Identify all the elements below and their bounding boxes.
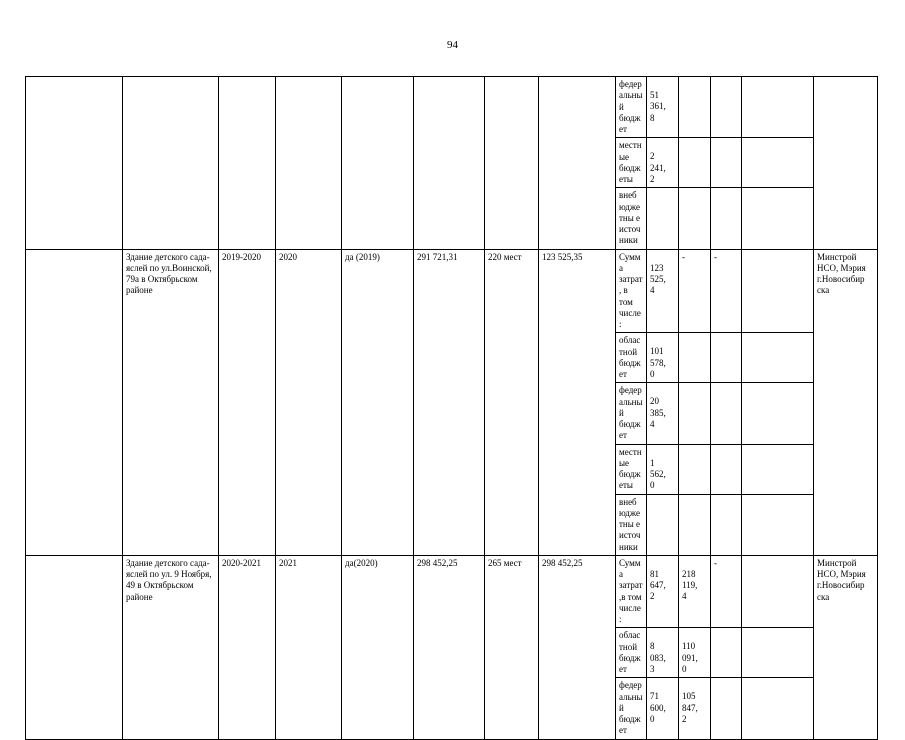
funding-value: 81 647, 2 (647, 555, 679, 628)
funding-value: 20 385, 4 (647, 383, 679, 444)
capacity: 265 мест (485, 555, 539, 739)
funding-value (711, 678, 742, 739)
blank-cell (26, 555, 123, 739)
estimated-cost: 291 721,31 (414, 249, 485, 555)
completion-year: 2020 (276, 249, 342, 555)
funding-value: 123 525, 4 (647, 249, 679, 333)
funding-value (742, 678, 814, 739)
funding-value (742, 77, 814, 138)
funding-value (679, 77, 711, 138)
funding-source: областной бюджет (616, 333, 647, 383)
funding-value (742, 383, 814, 444)
funding-value (742, 249, 814, 333)
capacity: 220 мест (485, 249, 539, 555)
funding-value (742, 444, 814, 494)
responsible-agency: Минстрой НСО, Мэрия г.Новосибир ска (814, 249, 878, 555)
funding-value (742, 555, 814, 628)
design-documentation: да(2020) (342, 555, 414, 739)
responsible-agency: Минстрой НСО, Мэрия г.Новосибир ска (814, 555, 878, 739)
funding-value: - (711, 249, 742, 333)
completion-year: 2021 (276, 555, 342, 739)
funding-value (647, 494, 679, 555)
funding-value (711, 188, 742, 249)
funding-value: 110 091, 0 (679, 628, 711, 678)
funding-value: 218 119, 4 (679, 555, 711, 628)
funding-value (711, 333, 742, 383)
funding-value: - (679, 249, 711, 333)
design-documentation: да (2019) (342, 249, 414, 555)
funding-value (742, 494, 814, 555)
funding-value (711, 383, 742, 444)
object-name: Здание детского сада-яслей по ул. 9 Ноября, 49 в Октябрьском районе (123, 555, 219, 739)
total-cost: 123 525,35 (539, 249, 616, 555)
funding-value: 2 241, 2 (647, 138, 679, 188)
table-row (26, 249, 878, 333)
funding-value: 51 361, 8 (647, 77, 679, 138)
funding-value: 1 562, 0 (647, 444, 679, 494)
construction-period: 2019-2020 (219, 249, 276, 555)
funding-value (679, 444, 711, 494)
funding-source: федеральный бюджет (616, 678, 647, 739)
total-cost: 298 452,25 (539, 555, 616, 739)
blank-cell (26, 249, 123, 555)
funding-source: местные бюджеты (616, 444, 647, 494)
capacity-cell (485, 77, 539, 250)
table-row (26, 77, 878, 138)
total-cell (539, 77, 616, 250)
completion-cell (276, 77, 342, 250)
funding-value (711, 138, 742, 188)
object-cell (123, 77, 219, 250)
estimate-cell (414, 77, 485, 250)
funding-source: федеральный бюджет (616, 383, 647, 444)
funding-source: Сумма затрат, в том числе: (616, 249, 647, 333)
funding-source: областной бюджет (616, 628, 647, 678)
funding-value (647, 188, 679, 249)
period-cell (219, 77, 276, 250)
estimated-cost: 298 452,25 (414, 555, 485, 739)
funding-value (679, 188, 711, 249)
funding-value (679, 333, 711, 383)
construction-period: 2020-2021 (219, 555, 276, 739)
funding-source: внебюджетны е источники (616, 188, 647, 249)
funding-value: - (711, 555, 742, 628)
funding-value: 105 847, 2 (679, 678, 711, 739)
funding-value (742, 138, 814, 188)
funding-source: внебюджетны е источники (616, 494, 647, 555)
page-number: 94 (447, 39, 458, 51)
funding-source: Сумма затрат,в том числе: (616, 555, 647, 628)
funding-source: федеральный бюджет (616, 77, 647, 138)
funding-source: местные бюджеты (616, 138, 647, 188)
funding-value: 101 578, 0 (647, 333, 679, 383)
funding-value: 8 083, 3 (647, 628, 679, 678)
table-row (26, 555, 878, 628)
agency-cell (814, 77, 878, 250)
funding-value (742, 188, 814, 249)
funding-value (679, 383, 711, 444)
funding-value (679, 138, 711, 188)
blank-cell (26, 77, 123, 250)
funding-value (711, 77, 742, 138)
funding-value (711, 444, 742, 494)
funding-value (711, 494, 742, 555)
object-name: Здание детского сада-яслей по ул.Воинской, 79а в Октябрьском районе (123, 249, 219, 555)
funding-value (711, 628, 742, 678)
funding-value (742, 333, 814, 383)
funding-value (679, 494, 711, 555)
design-cell (342, 77, 414, 250)
funding-value (742, 628, 814, 678)
funding-value: 71 600, 0 (647, 678, 679, 739)
